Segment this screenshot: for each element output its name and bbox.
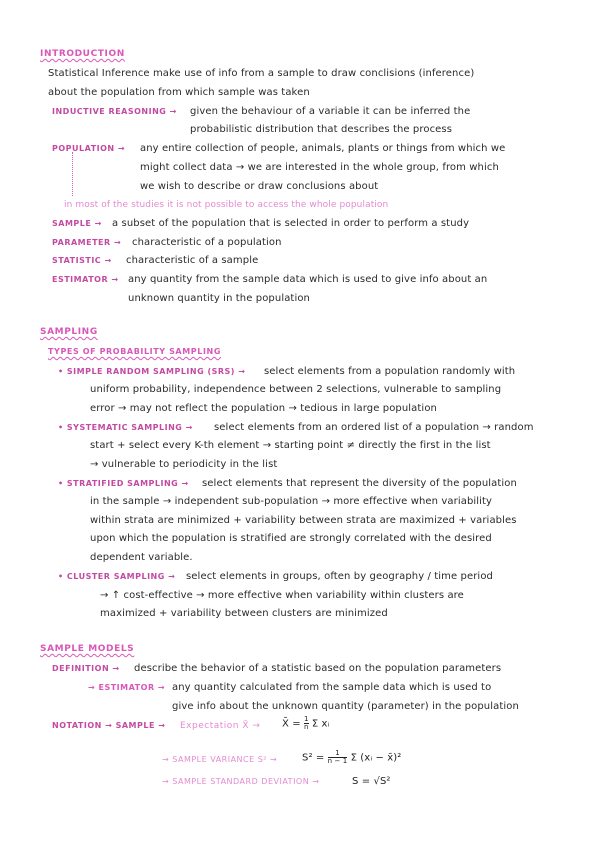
cluster-line-2: → ↑ cost-effective → more effective when variability within clusters are <box>100 590 464 601</box>
srs-line-3: error → may not reflect the population → tedious in large population <box>90 403 437 414</box>
variance-fraction <box>328 750 348 765</box>
expectation-fraction <box>304 716 309 731</box>
estimator-line-1: any quantity from the sample data which is used to give info about an <box>128 274 488 285</box>
notation-key: NOTATION → SAMPLE → <box>52 721 166 730</box>
srs-line-1: select elements from a population randomly with <box>264 366 516 377</box>
stratified-line-3: within strata are minimized + variability between strata are maximized + variables <box>90 515 517 526</box>
srs-line-2: uniform probability, independence between 2 selections, vulnerable to sampling <box>90 384 502 395</box>
cluster-line-3: maximized + variability between clusters are minimized <box>100 608 388 619</box>
sampling-heading: SAMPLING <box>40 327 98 337</box>
expectation-fraction-den: n <box>304 723 309 731</box>
variance-fraction-den: n − 1 <box>327 757 348 765</box>
variance-formula <box>302 750 401 765</box>
population-dotted-connector <box>72 152 73 196</box>
sample-key: SAMPLE → <box>52 219 102 228</box>
expectation-label: Expectation X̄ → <box>180 721 261 731</box>
inductive-line-2: probabilistic distribution that describes the process <box>190 124 453 135</box>
stratified-line-1: select elements that represent the diversity of the population <box>202 478 517 489</box>
systematic-line-2: start + select every K-th element → starting point ≠ directly the first in the list <box>90 440 491 451</box>
model-estimator-line-1: any quantity calculated from the sample data which is used to <box>172 682 492 693</box>
std-formula: S = √S² <box>352 776 391 787</box>
parameter-key: PARAMETER → <box>52 238 122 247</box>
variance-fraction-num: 1 <box>335 749 340 757</box>
population-key: POPULATION → <box>52 144 126 153</box>
stratified-line-5: dependent variable. <box>90 552 193 563</box>
sample-std-deviation-label: → SAMPLE STANDARD DEVIATION → <box>162 777 320 786</box>
variance-formula-rhs: Σ (xᵢ − x̄)² <box>350 752 402 764</box>
introduction-heading: INTRODUCTION <box>40 49 125 59</box>
stratified-line-2: in the sample → independent sub-population → more effective when variability <box>90 496 493 507</box>
expectation-formula <box>282 716 329 731</box>
intro-line-1: Statistical Inference make use of info from a sample to draw conclisions (inference) <box>48 68 475 79</box>
systematic-line-1: select elements from an ordered list of a population → random <box>214 422 534 433</box>
estimator-key: ESTIMATOR → <box>52 275 119 284</box>
model-estimator-line-2: give info about the unknown quantity (parameter) in the population <box>172 701 519 712</box>
statistic-key: STATISTIC → <box>52 256 112 265</box>
srs-key: • SIMPLE RANDOM SAMPLING (SRS) → <box>58 367 246 376</box>
sample-variance-label: → SAMPLE VARIANCE S² → <box>162 755 278 764</box>
population-line-2: might collect data → we are interested in the whole group, from which <box>140 162 499 173</box>
sample-text: a subset of the population that is selected in order to perform a study <box>112 218 470 229</box>
stratified-line-4: upon which the population is stratified are strongly correlated with the desired <box>90 533 492 544</box>
intro-line-2: about the population from which sample was taken <box>48 87 310 98</box>
parameter-text: characteristic of a population <box>132 237 282 248</box>
expectation-fraction-num: 1 <box>304 715 309 723</box>
sample-models-heading: SAMPLE MODELS <box>40 644 135 654</box>
systematic-sampling-key: • SYSTEMATIC SAMPLING → <box>58 423 193 432</box>
estimator-line-2: unknown quantity in the population <box>128 293 310 304</box>
inductive-reasoning-key: INDUCTIVE REASONING → <box>52 107 177 116</box>
statistic-text: characteristic of a sample <box>126 255 259 266</box>
population-line-3: we wish to describe or draw conclusions about <box>140 181 379 192</box>
definition-text: describe the behavior of a statistic based on the population parameters <box>134 663 502 674</box>
cluster-line-1: select elements in groups, often by geography / time period <box>186 571 493 582</box>
variance-formula-lhs: S² = <box>302 752 325 764</box>
stratified-sampling-key: • STRATIFIED SAMPLING → <box>58 479 189 488</box>
population-line-1: any entire collection of people, animals, plants or things from which we <box>140 143 506 154</box>
population-note: in most of the studies it is not possible to access the whole population <box>64 200 389 210</box>
cluster-sampling-key: • CLUSTER SAMPLING → <box>58 572 176 581</box>
expectation-formula-lhs: X̄ = <box>282 718 301 730</box>
systematic-line-3: → vulnerable to periodicity in the list <box>90 459 278 470</box>
expectation-formula-rhs: Σ xᵢ <box>311 718 330 730</box>
inductive-line-1: given the behaviour of a variable it can be inferred the <box>190 106 471 117</box>
estimator-subkey: → ESTIMATOR → <box>88 683 166 692</box>
types-of-probability-sampling-heading: TYPES OF PROBABILITY SAMPLING <box>48 347 221 356</box>
definition-key: DEFINITION → <box>52 664 120 673</box>
